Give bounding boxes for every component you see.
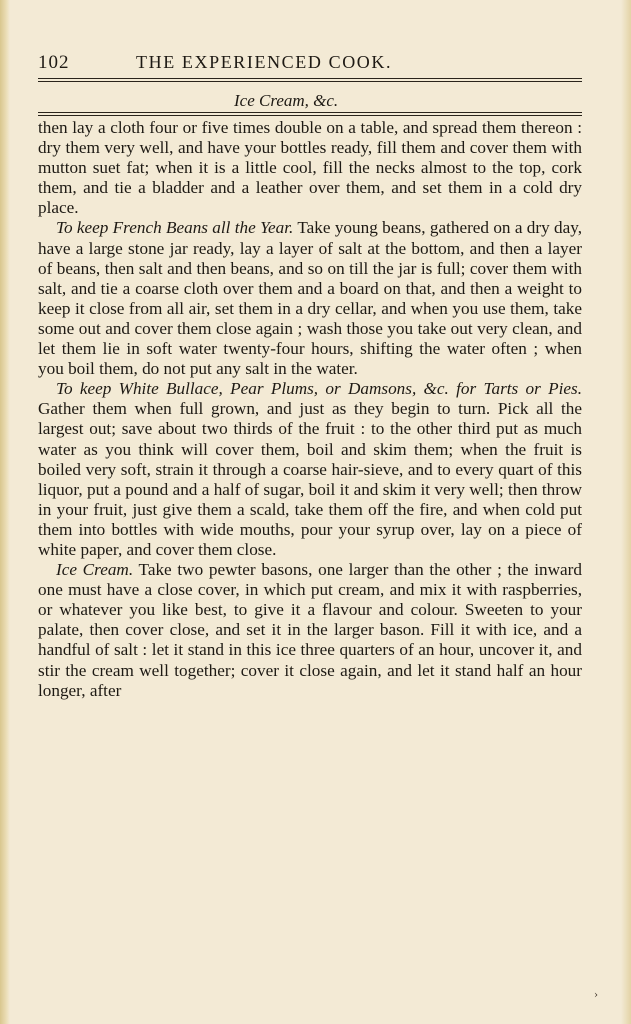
- section-subheading: Ice Cream, &c.: [234, 91, 339, 110]
- header-rule: [38, 78, 582, 82]
- paragraph-2: [38, 218, 582, 379]
- subheading-rule: [38, 112, 582, 116]
- paragraph-2-lead: To keep French Beans all the Year.: [56, 218, 294, 238]
- running-title: THE EXPERIENCED COOK.: [136, 52, 393, 72]
- page-edge-left: [0, 0, 10, 1024]
- body-text: [38, 118, 582, 701]
- paragraph-4-lead: Ice Cream.: [56, 560, 134, 580]
- page-number: 102: [38, 52, 70, 73]
- page-mark: ›: [594, 990, 598, 1001]
- paragraph-1: [38, 118, 582, 218]
- paragraph-3: [38, 379, 582, 560]
- paragraph-3-lead: To keep White Bullace, Pear Plums, or Damsons, &c. for Tarts or Pies.: [56, 379, 582, 399]
- page-header: [38, 52, 586, 78]
- paragraph-2-body: Take young beans, gathered on a dry day, have a large stone jar ready, lay a layer of salt at the bottom, and then a layer of beans, then salt and then beans, and so on till the jar is full; cover them with salt, and tie a coarse cloth over them and a board on that, and then a weight to keep it close from all air, set them in a dry cellar, and when you use them, take some out and cover them close again ; wash those you take out very clean, and let them lie in soft water twenty-four hours, shifting the water often ; when you boil them, do not put any salt in the water.: [38, 218, 582, 379]
- paragraph-1-body: then lay a cloth four or five times double on a table, and spread them thereon : dry them very well, and have your bottles ready, fill them and cover them with mutton suet fat; when it is a little cool, fill the necks almost to the top, cork them, and tie a bladder and a leather over them, and set them in a cold dry place.: [38, 118, 582, 218]
- paragraph-4: [38, 560, 582, 701]
- paragraph-3-body: Gather them when full grown, and just as they begin to turn. Pick all the largest out; save about two thirds of the fruit : to the other third put as much water as you think will cover them, boil and skim them; when the fruit is boiled very soft, strain it through a coarse hair-sieve, and to every quart of this liquor, put a pound and a half of sugar, boil it and skim it very well; then throw in your fruit, just give them a scald, take them off the fire, and when cold put them into bottles with wide mouths, pour your syrup over, lay on a piece of white paper, and cover them close.: [38, 399, 582, 559]
- page-edge-right: [621, 0, 631, 1024]
- paragraph-4-body: Take two pewter basons, one larger than the other ; the inward one must have a close cover, in which put cream, and mix it with raspberries, or whatever you like best, to give it a flavour and colour. Sweeten to your palate, then cover close, and set it in the larger bason. Fill it with ice, and a handful of salt : let it stand in this ice three quarters of an hour, uncover it, and stir the cream well together; cover it close again, and let it stand half an hour longer, after: [38, 560, 582, 700]
- book-page: [38, 52, 586, 701]
